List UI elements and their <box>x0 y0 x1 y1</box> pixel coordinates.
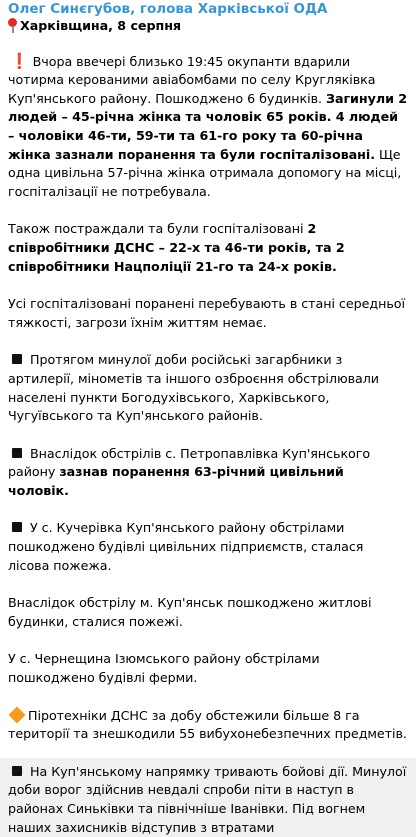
channel-author[interactable]: Олег Синєгубов, голова Харківської ОДА <box>8 1 328 17</box>
location-label: Харківщина, 8 серпня <box>20 18 182 33</box>
message-text <box>8 17 408 837</box>
exclamation-icon: ❗ <box>10 51 29 70</box>
round-pushpin-icon <box>8 18 17 33</box>
paragraph-7: Внаслідок обстрілу м. Куп'янськ пошкоджено житлові будинки, сталися пожежі. <box>8 595 372 629</box>
black-square-icon <box>12 522 22 532</box>
black-square-icon <box>12 448 22 458</box>
paragraph-3: Усі госпіталізовані поранені перебувають в стані середньої тяжкості, загрози їхнім життям немає. <box>8 296 405 330</box>
paragraph-5: Внаслідок обстрілів с. Петропавлівка Куп'янського району зазнав поранення 63-річний цивільний чоловік. <box>8 445 371 498</box>
paragraph-2: Також постраждали та були госпіталізовані 2 співробітники ДСНС – 22-х та 46-ти років, та 2 співробітники Нацполіції 21-го та 24-х років. <box>8 221 345 274</box>
paragraph-4: Протягом минулої доби російські загарбники з артилерії, мінометів та іншого озброєння обстрілювали населені пункти Богодухівського, Харківського, Чугуївського та Куп'янського районів. <box>8 352 380 424</box>
black-square-icon <box>12 354 22 364</box>
location-line <box>8 17 408 36</box>
paragraph-8: У с. Чернещина Ізюмського району обстрілами пошкоджено будівлі ферми. <box>8 651 320 686</box>
paragraph-9: Піротехніки ДСНС за добу обстежили більше 8 га території та знешкодили 55 вибухонебезпечних предметів. <box>8 707 407 742</box>
orange-diamond-icon <box>9 706 26 723</box>
black-square-icon <box>12 766 22 776</box>
paragraph-1: ❗ Вчора ввечері близько 19:45 окупанти вдарили чотирма керованими авіабомбами по селу Кругляківка Куп'янського району. Пошкоджено 6 будинків. Загинули 2 людей – 45-річна жінка та чоловік 65 років. 4 людей – чоловіки 46-ти, 59-ти та 61-го року та 60-річна жінка зазнали поранення та були госпіталізовані. Ще одна цивільна 57-річна жінка отримала допомогу на місці, госпіталізації не потребувала. <box>8 51 408 199</box>
paragraph-10: На Куп'янському напрямку тривають бойові дії. Минулої доби ворог здійснив невдалі спроби піти в наступ в районах Синьківки та північніше Іванівки. Під вогнем наших захисників відступив з втратами <box>8 763 407 835</box>
paragraph-6: У с. Кучерівка Куп'янського району обстрілами пошкоджено будівлі цивільних підприємств, сталася лісова пожежа. <box>8 520 364 573</box>
